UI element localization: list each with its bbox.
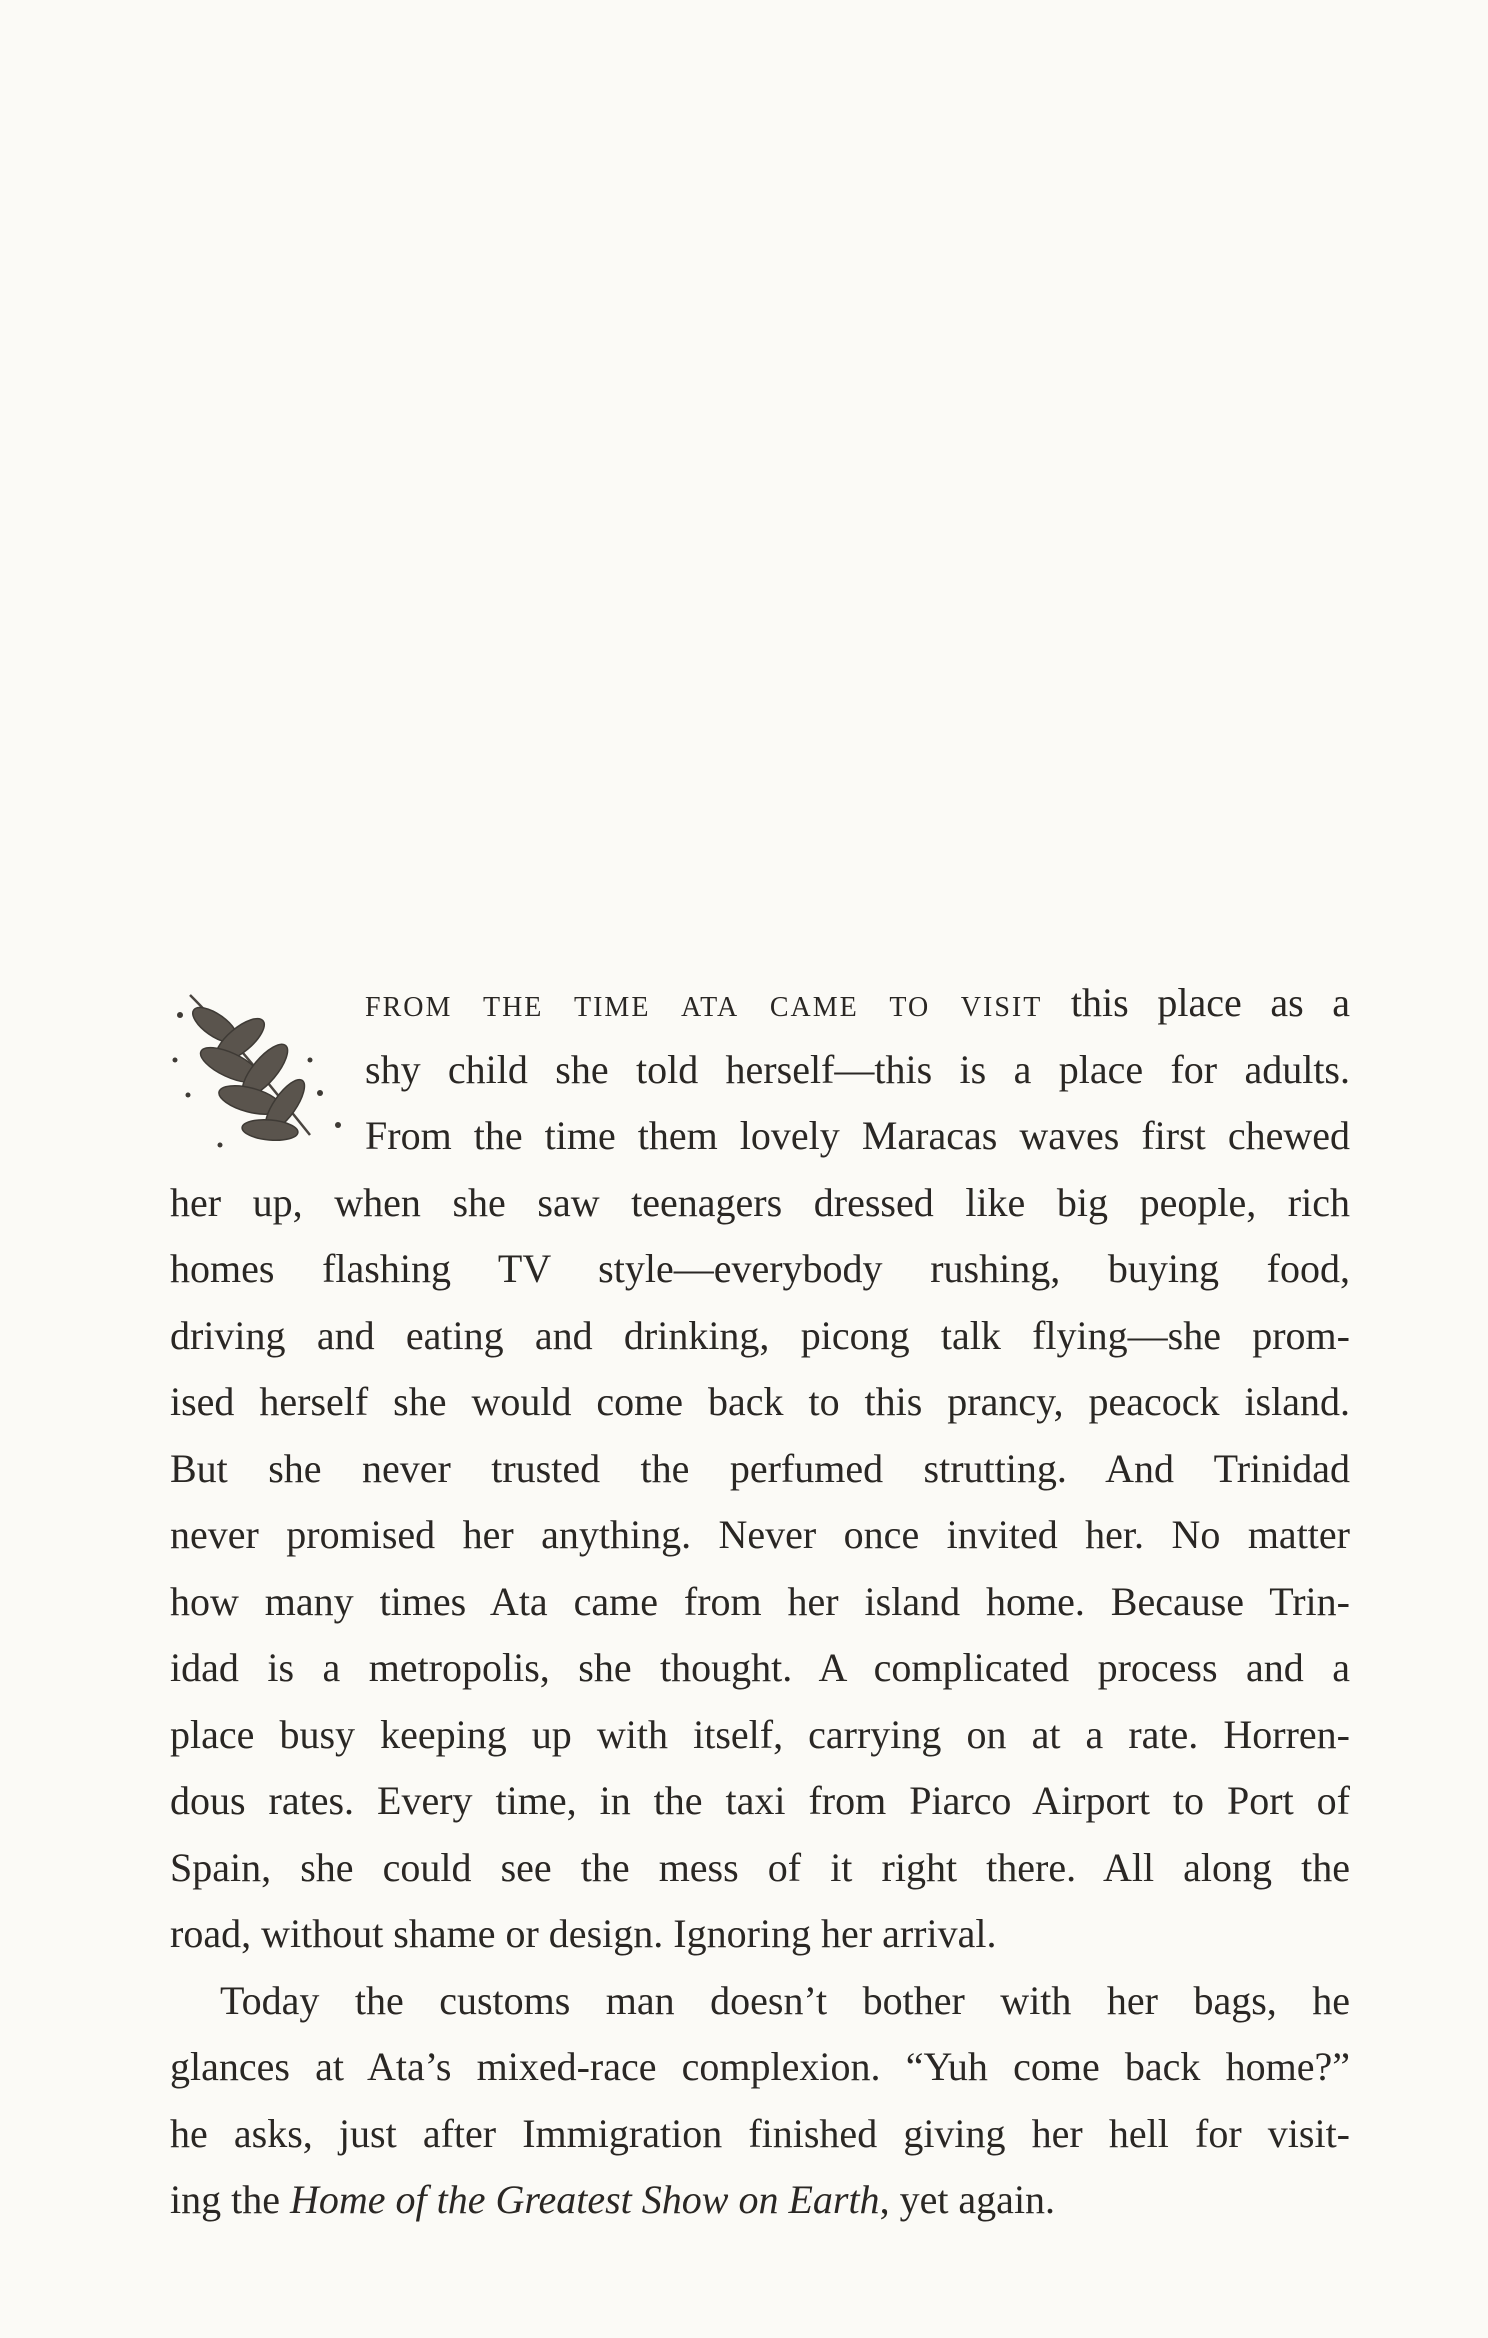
text-line: from the time ata came to visit this place as a [365,980,1350,1025]
text-line: Today the customs man doesn’t bother with her bags, he [220,1977,1350,2023]
text-line: shy child she told herself—this is a place for adults. [365,1046,1350,1092]
text-line: never promised her anything. Never once invited her. No matter [170,1512,1350,1557]
body-text [170,970,1350,2234]
text-line: ised herself she would come back to this prancy, peacock island. [170,1379,1350,1424]
text-line: road, without shame or design. Ignoring her arrival. [170,1911,997,1956]
opening-smallcaps: from the time ata came to visit [365,980,1043,1025]
text-line: place busy keeping up with itself, carrying on at a rate. Horren- [170,1711,1350,1757]
text-line: But she never trusted the perfumed strutting. And Trinidad [170,1445,1350,1491]
text-line: dous rates. Every time, in the taxi from Piarco Airport to Port of [170,1778,1350,1823]
text-line: he asks, just after Immigration finished giving her hell for visit- [170,2110,1350,2156]
book-title-italic: Home of the Greatest Show on Earth [289,2177,880,2222]
text-line: driving and eating and drinking, picong talk flying—she prom- [170,1312,1350,1358]
text-line: how many times Ata came from her island home. Because Trin- [170,1578,1350,1624]
text-line: homes flashing TV style—everybody rushing, buying food, [170,1246,1350,1291]
text-line: her up, when she saw teenagers dressed like big people, rich [170,1179,1350,1225]
text-line: ing the Home of the Greatest Show on Earth, yet again. [170,2177,1056,2222]
text-line: Spain, she could see the mess of it right there. All along the [170,1844,1350,1890]
text-line: idad is a metropolis, she thought. A complicated process and a [170,1645,1350,1690]
text-line: glances at Ata’s mixed-race complexion. “Yuh come back home?” [170,2044,1350,2089]
text-line: From the time them lovely Maracas waves first chewed [365,1113,1350,1158]
